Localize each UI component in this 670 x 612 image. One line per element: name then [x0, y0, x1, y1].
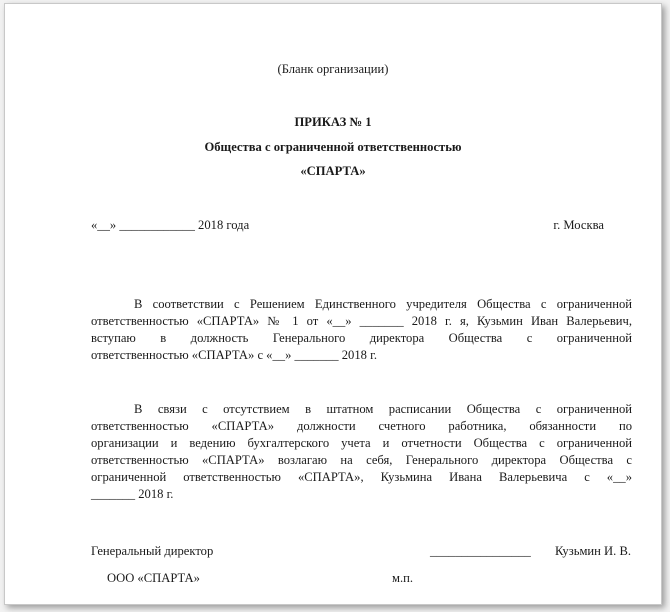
company-short-name: ООО «СПАРТА»	[107, 571, 200, 585]
order-date: «__» ____________ 2018 года	[91, 218, 250, 232]
signature-position: Генеральный директор	[91, 544, 214, 558]
paragraph-line: В связи с отсутствием в штатном расписании Общества с ограниченной	[134, 402, 632, 416]
paragraph-line: ответственностью «СПАРТА» № 1 от «__» _______ 2018 г. я, Кузьмин Иван Валерьевич,	[91, 314, 632, 329]
paragraph-appointment	[91, 296, 632, 364]
paragraph-line: организации и ведению бухгалтерского учета и отчетности Общества с ограниченной	[91, 436, 632, 451]
letterhead-placeholder: (Бланк организации)	[277, 62, 389, 76]
paragraph-line: ограниченной ответственностью «СПАРТА», Кузьмина Ивана Валерьевича с «__»	[91, 470, 632, 485]
organization-name: «СПАРТА»	[300, 164, 366, 178]
paragraph-line: ответственностью «СПАРТА» возлагаю на себя, Генерального директора Общества с	[91, 453, 632, 468]
paragraph-line: вступаю в должность Генерального директора Общества с ограниченной	[91, 331, 632, 346]
signature-name: Кузьмин И. В.	[554, 544, 631, 558]
paragraph-line: ответственностью «СПАРТА» с «__» _______ 2018 г.	[91, 348, 377, 363]
organization-type: Общества с ограниченной ответственностью	[204, 140, 462, 154]
document-page	[4, 3, 662, 605]
signature-line: ________________	[430, 544, 531, 558]
paragraph-accounting	[91, 401, 632, 504]
paragraph-line: _______ 2018 г.	[91, 487, 174, 502]
stamp-placeholder: м.п.	[392, 571, 414, 585]
paragraph-line: ответственностью «СПАРТА» должности счетного работника, обязанности по	[91, 419, 632, 434]
order-title: ПРИКАЗ № 1	[294, 115, 372, 129]
paragraph-line: В соответствии с Решением Единственного учредителя Общества с ограниченной	[134, 297, 632, 311]
order-city: г. Москва	[553, 218, 604, 232]
